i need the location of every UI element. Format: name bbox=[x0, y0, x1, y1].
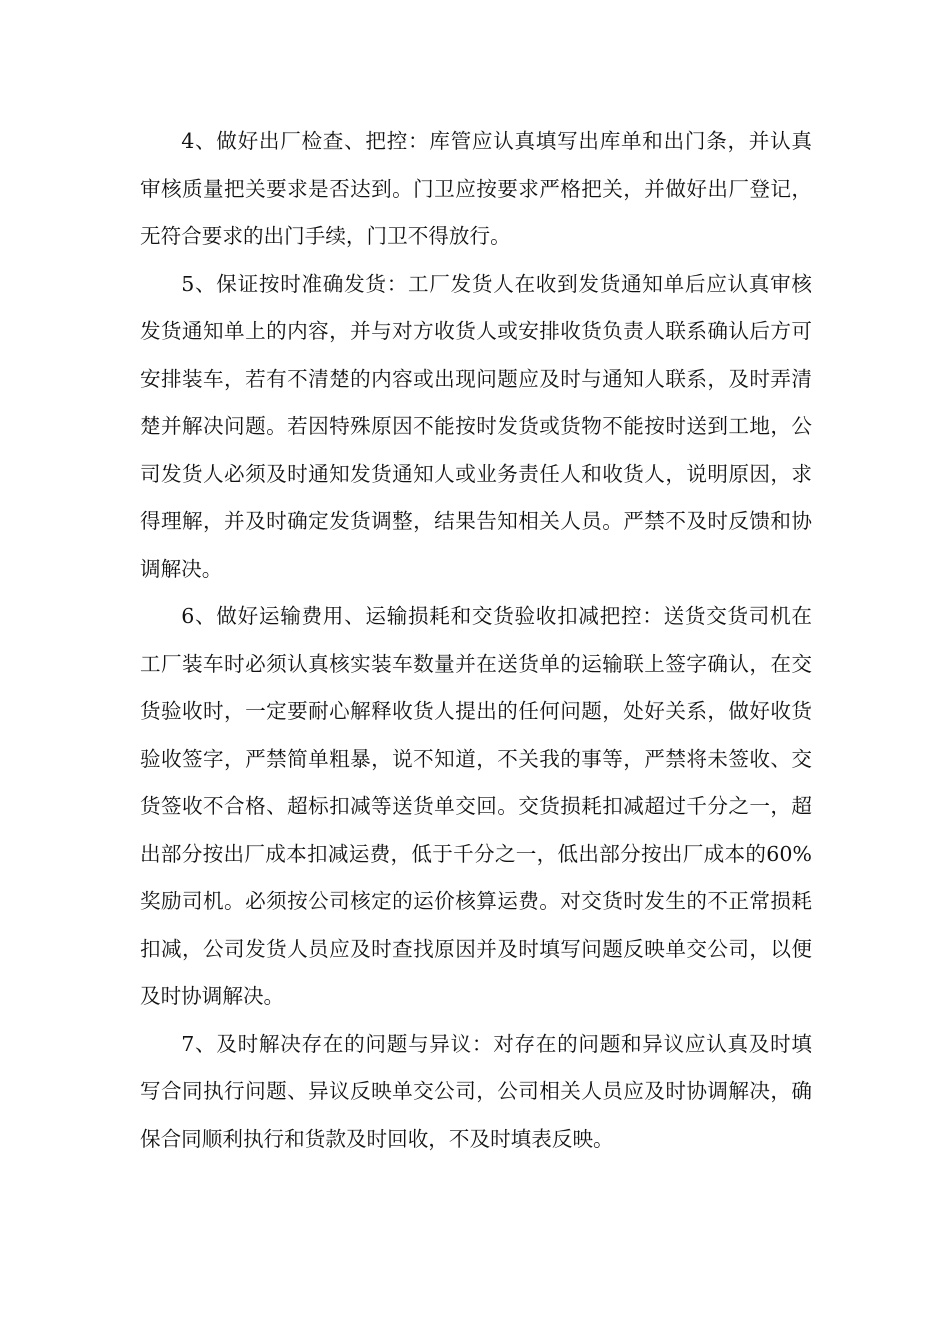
paragraph-item-4: 4、做好出厂检查、把控：库管应认真填写出库单和出门条，并认真审核质量把关要求是否达到。门卫应按要求严格把关，并做好出厂登记，无符合要求的出门手续，门卫不得放行。 bbox=[140, 129, 812, 248]
document-page bbox=[140, 118, 812, 1163]
paragraph-item-6: 6、做好运输费用、运输损耗和交货验收扣减把控：送货交货司机在工厂装车时必须认真核实装车数量并在送货单的运输联上签字确认，在交货验收时，一定要耐心解释收货人提出的任何问题，处好关系，做好收货验收签字，严禁简单粗暴，说不知道，不关我的事等，严禁将未签收、交货签收不合格、超标扣减等送货单交回。交货损耗扣减超过千分之一，超出部分按出厂成本扣减运费，低于千分之一，低出部分按出厂成本的60%奖励司机。必须按公司核定的运价核算运费。对交货时发生的不正常损耗扣减，公司发货人员应及时查找原因并及时填写问题反映单交公司，以便及时协调解决。 bbox=[140, 604, 812, 1008]
paragraph-item-5: 5、保证按时准确发货：工厂发货人在收到发货通知单后应认真审核发货通知单上的内容，并与对方收货人或安排收货负责人联系确认后方可安排装车，若有不清楚的内容或出现问题应及时与通知人联系，及时弄清楚并解决问题。若因特殊原因不能按时发货或货物不能按时送到工地，公司发货人必须及时通知发货通知人或业务责任人和收货人，说明原因，求得理解，并及时确定发货调整，结果告知相关人员。严禁不及时反馈和协调解决。 bbox=[140, 271, 812, 581]
paragraph-item-7: 7、及时解决存在的问题与异议：对存在的问题和异议应认真及时填写合同执行问题、异议反映单交公司，公司相关人员应及时协调解决，确保合同顺利执行和货款及时回收，不及时填表反映。 bbox=[140, 1031, 812, 1151]
